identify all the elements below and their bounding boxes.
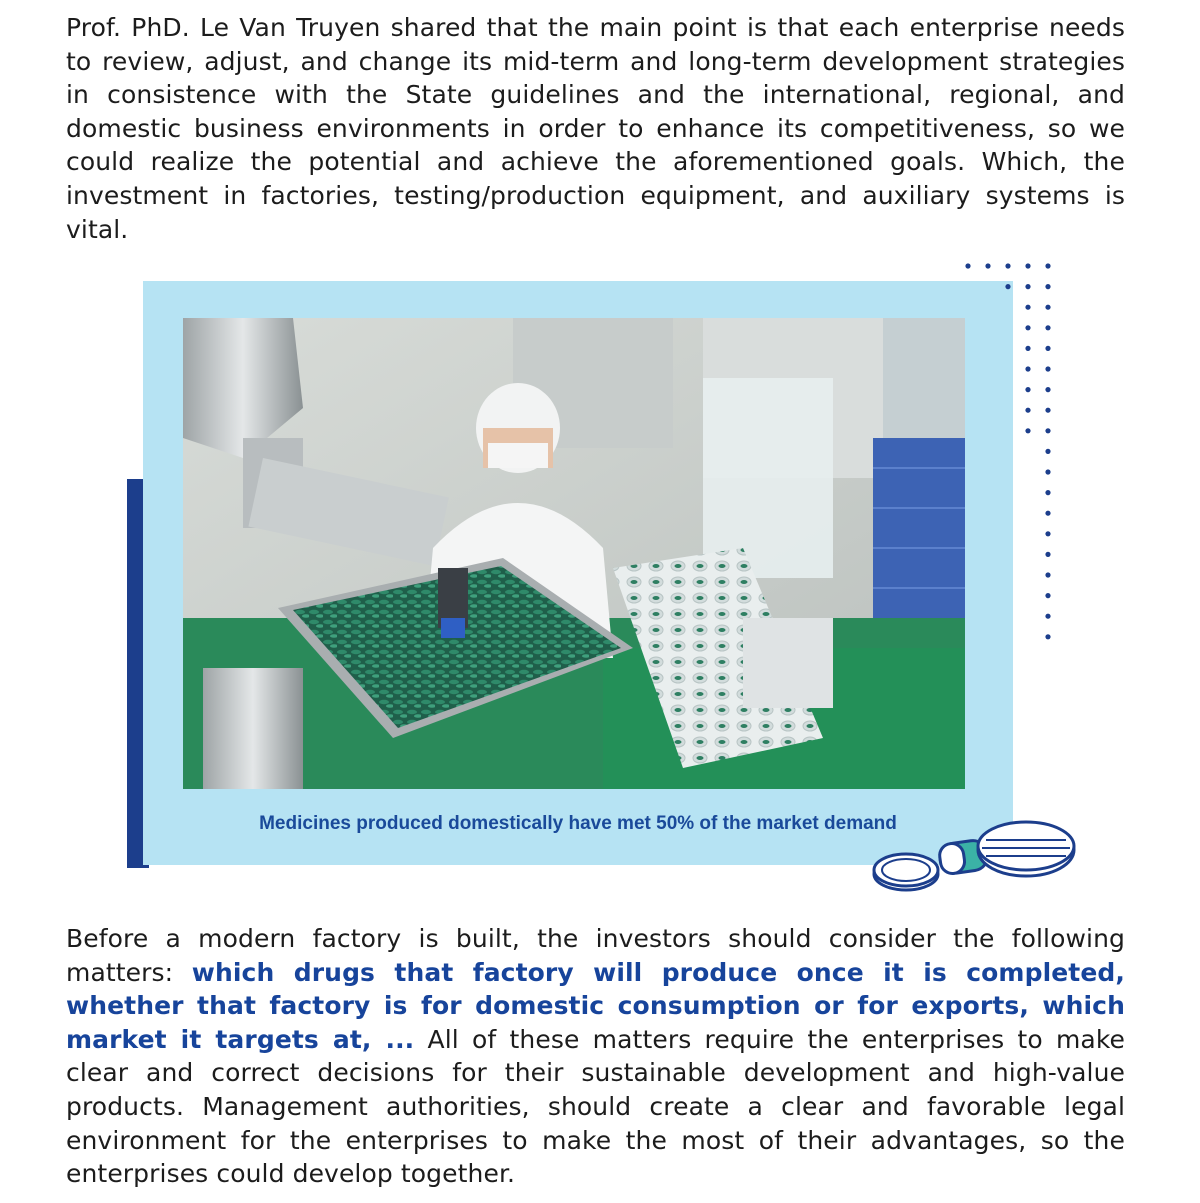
paragraph-intro: Prof. PhD. Le Van Truyen shared that the main point is that each enterprise needs to review, adjust, and change its mid-term and long-term development strategies in consistence with the State guidelines and the international, regional, and domestic business environments in order to enhance its competitiveness, so we could realize the potential and achieve the aforementioned goals. Which, the investment in factories, testing/production equipment, and auxiliary systems is vital. xyxy=(66,13,1125,244)
pills-icon xyxy=(868,812,1078,898)
pharmaceutical-factory-photo xyxy=(183,318,965,789)
paragraph-factory-rest: All of these matters require the enterprises to make clear and correct decisions for their sustainable development and high-value products. Management authorities, should create a clear and favorable legal environment for the enterprises to make the most of their advantages, so the enterprises could develop together. xyxy=(66,1024,1125,1189)
paragraph-factory xyxy=(66,922,1125,1191)
paragraph-factory-highlight: which drugs that factory will produce once it is completed, whether that factory is for domestic consumption or for exports, which market it targets at, ... xyxy=(66,957,1125,1054)
paragraph-factory-intro: Before a modern factory is built, the investors should consider the following matters: xyxy=(66,924,1125,987)
photo-caption: Medicines produced domestically have met 50% of the market demand xyxy=(259,813,897,834)
